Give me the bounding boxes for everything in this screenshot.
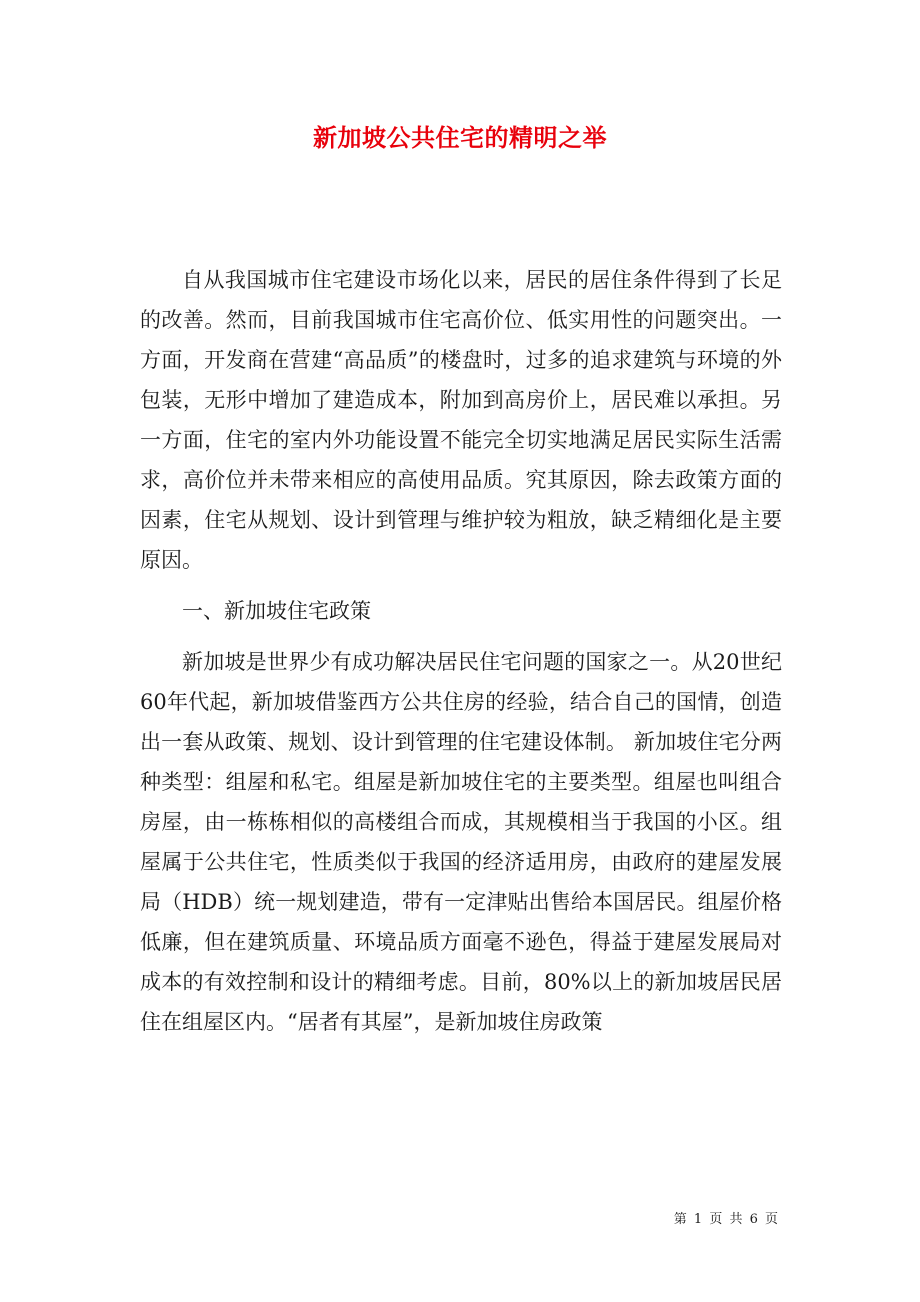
paragraph-singapore-policy: 新加坡是世界少有成功解决居民住宅问题的国家之一。从20世纪60年代起，新加坡借鉴西方公共住房的经验，结合自己的国情，创造出一套从政策、规划、设计到管理的住宅建设体制。 新加坡住宅分两种类型：组屋和私宅。组屋是新加坡住宅的主要类型。组屋也叫组合房屋，由一栋栋相似的高楼组合而成，其规模相当于我国的小区。组屋属于公共住宅，性质类似于我国的经济适用房，由政府的建屋发展局（HDB）统一规划建造，带有一定津贴出售给本国居民。组屋价格低廉，但在建筑质量、环境品质方面毫不逊色，得益于建屋发展局对成本的有效控制和设计的精细考虑。目前，80%以上的新加坡居民居住在组屋区内。“居者有其屋”，是新加坡住房政策 [140,650,782,1034]
section-heading: 一、新加坡住宅政策 [182,599,371,623]
document-title: 新加坡公共住宅的精明之举 [313,123,607,152]
page-number: 第 1 页 共 6 页 [673,1212,778,1227]
document-body [140,260,782,1053]
paragraph-intro: 自从我国城市住宅建设市场化以来，居民的居住条件得到了长足的改善。然而，目前我国城市住宅高价位、低实用性的问题突出。一方面，开发商在营建“高品质”的楼盘时，过多的追求建筑与环境的外包装，无形中增加了建造成本，附加到高房价上，居民难以承担。另一方面，住宅的室内外功能设置不能完全切实地满足居民实际生活需求，高价位并未带来相应的高使用品质。究其原因，除去政策方面的因素，住宅从规划、设计到管理与维护较为粗放，缺乏精细化是主要原因。 [140,268,782,572]
